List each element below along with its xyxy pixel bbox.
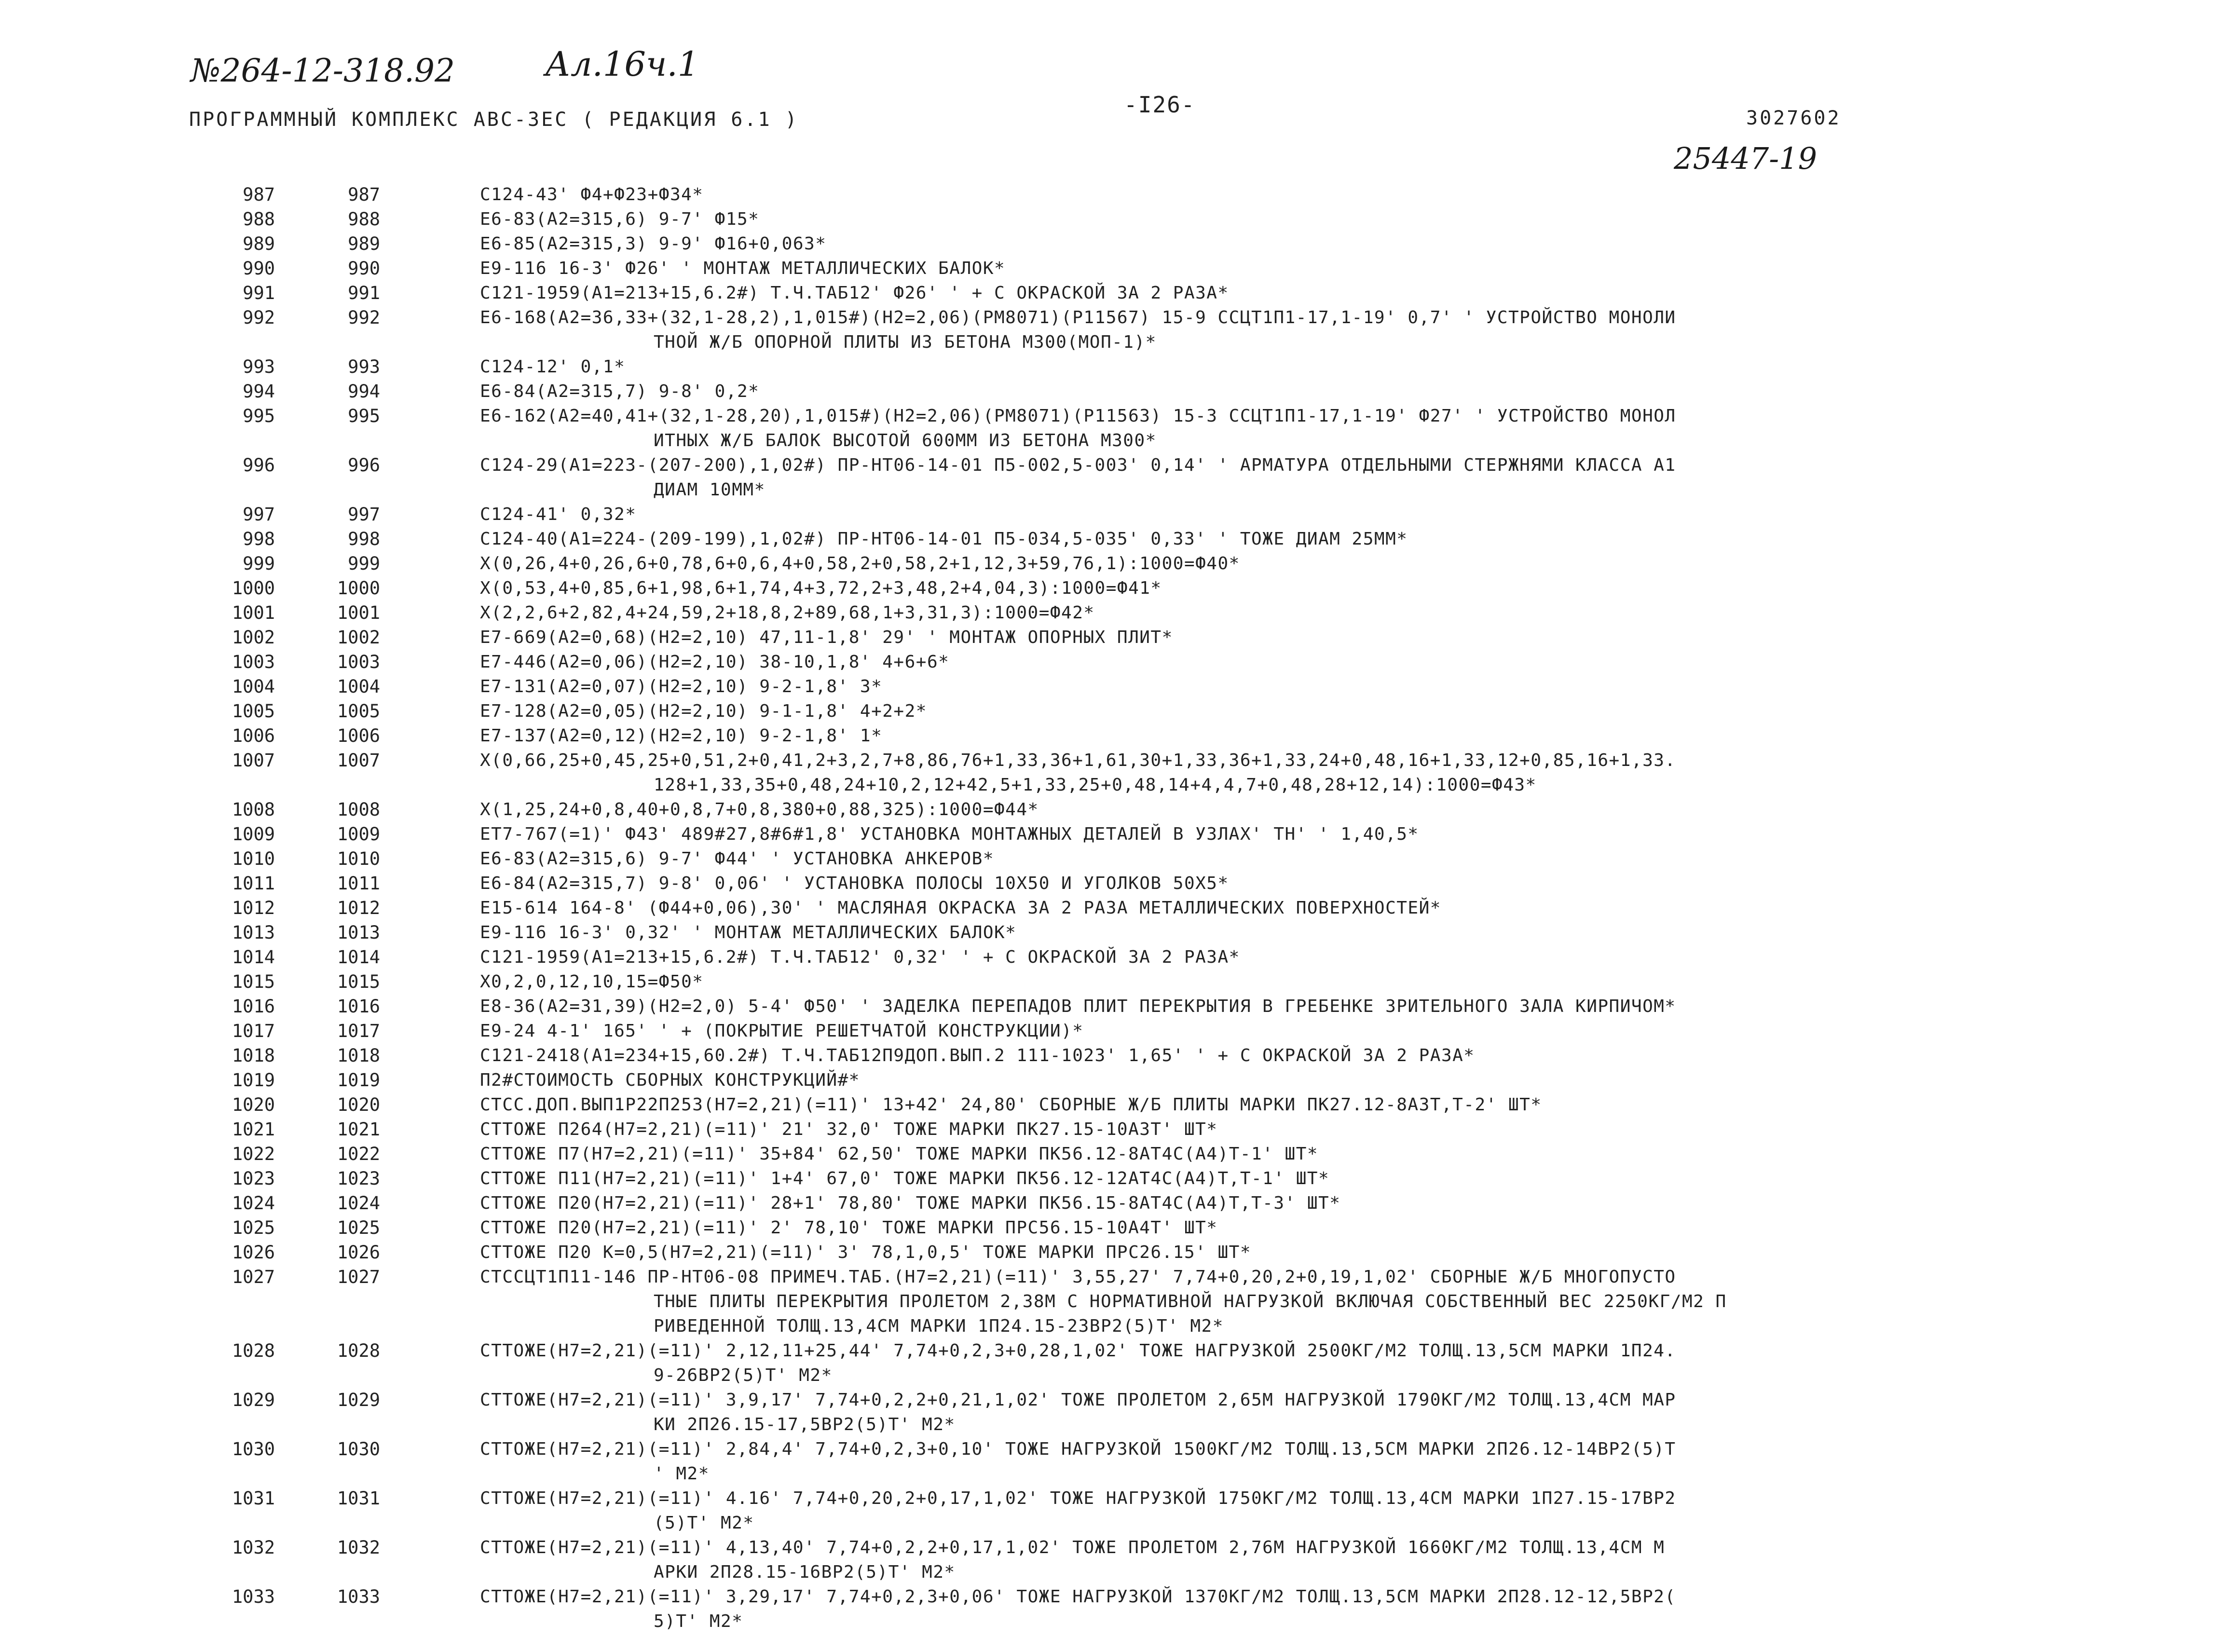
listing-record: [0, 355, 2228, 379]
statement-number: 1019: [337, 1070, 380, 1091]
statement-number: 1008: [337, 799, 380, 820]
listing-record: [0, 305, 2228, 355]
record-line: РИВЕДЕННОЙ ТОЛЩ.13,4СМ МАРКИ 1П24.15-23ВР2(5)Т' М2*: [654, 1316, 1224, 1336]
record-text: [480, 502, 2081, 527]
record-line: СТТОЖЕ(Н7=2,21)(=11)' 4,13,40' 7,74+0,2,2+0,17,1,02' ТОЖЕ ПРОЛЕТОМ 2,76М НАГРУЗКОЙ 1660КГ/М2 ТОЛЩ.13,4СМ М: [480, 1538, 1665, 1557]
record-text: [480, 1092, 2081, 1117]
statement-number: 995: [348, 406, 380, 426]
record-text: [480, 1240, 2081, 1265]
statement-number: 998: [348, 529, 380, 549]
statement-number: 1004: [337, 676, 380, 697]
listing-record: [0, 994, 2228, 1019]
record-text: [480, 1584, 2081, 1634]
listing-record: [0, 748, 2228, 797]
record-line: Е6-83(А2=315,6) 9-7' Ф15*: [480, 209, 760, 229]
record-text: [480, 207, 2081, 232]
record-number: 1003: [232, 652, 275, 672]
record-line: Х0,2,0,12,10,15=Ф50*: [480, 972, 704, 992]
listing-record: [0, 281, 2228, 305]
record-line: СТТОЖЕ П20(Н7=2,21)(=11)' 28+1' 78,80' ТОЖЕ МАРКИ ПК56.15-8АТ4С(А4)Т,Т-3' ШТ*: [480, 1193, 1341, 1213]
record-line: СТТОЖЕ П7(Н7=2,21)(=11)' 35+84' 62,50' ТОЖЕ МАРКИ ПК56.12-8АТ4С(А4)Т-1' ШТ*: [480, 1144, 1319, 1164]
record-text: [480, 822, 2081, 846]
record-text: [480, 404, 2081, 453]
record-line: СТССЦТ1П11-146 ПР-НТ06-08 ПРИМЕЧ.ТАБ.(Н7=2,21)(=11)' 3,55,27' 7,74+0,20,2+0,19,1,02' СБОРНЫЕ Ж/Б МНОГОПУСТО: [480, 1267, 1676, 1287]
record-text: [480, 896, 2081, 920]
statement-number: 1029: [337, 1390, 380, 1410]
record-line: ЕТ7-767(=1)' Ф43' 489#27,8#6#1,8' УСТАНОВКА МОНТАЖНЫХ ДЕТАЛЕЙ В УЗЛАХ' ТН' ' 1,40,5*: [480, 824, 1419, 844]
record-line: Е8-36(А2=31,39)(Н2=2,0) 5-4' Ф50' ' ЗАДЕЛКА ПЕРЕПАДОВ ПЛИТ ПЕРЕКРЫТИЯ В ГРЕБЕНКЕ ЗРИТЕЛЬНОГО ЗАЛА КИРПИЧОМ*: [480, 997, 1676, 1016]
listing-record: [0, 1092, 2228, 1117]
record-text: [480, 1486, 2081, 1535]
record-line: 5)Т' М2*: [654, 1611, 743, 1631]
record-text: [480, 256, 2081, 281]
record-line: Х(2,2,6+2,82,4+24,59,2+18,8,2+89,68,1+3,31,3):1000=Ф42*: [480, 603, 1095, 623]
listing-record: [0, 379, 2228, 404]
statement-number: 1012: [337, 898, 380, 918]
record-number: 992: [243, 307, 275, 328]
record-line: С124-40(А1=224-(209-199),1,02#) ПР-НТ06-14-01 П5-034,5-035' 0,33' ' ТОЖЕ ДИАМ 25ММ*: [480, 529, 1408, 549]
record-line: Е6-162(А2=40,41+(32,1-28,20),1,015#)(Н2=2,06)(РМ8071)(Р11563) 15-3 ССЦТ1П1-17,1-19' Ф27' ' УСТРОЙСТВО МОНОЛ: [480, 406, 1676, 426]
statement-number: 996: [348, 455, 380, 476]
record-number: 990: [243, 258, 275, 279]
statement-number: 1017: [337, 1021, 380, 1041]
statement-number: 989: [348, 233, 380, 254]
statement-number: 1005: [337, 701, 380, 722]
record-text: [480, 1043, 2081, 1068]
record-number: 1009: [232, 824, 275, 845]
record-number: 1013: [232, 922, 275, 943]
listing-record: [0, 527, 2228, 551]
record-line: СТТОЖЕ(Н7=2,21)(=11)' 2,12,11+25,44' 7,74+0,2,3+0,28,1,02' ТОЖЕ НАГРУЗКОЙ 2500КГ/М2 ТОЛЩ.13,5СМ МАРКИ 1П24.: [480, 1341, 1676, 1361]
listing-record: [0, 1584, 2228, 1634]
record-number: 1020: [232, 1094, 275, 1115]
record-line: СТТОЖЕ(Н7=2,21)(=11)' 4.16' 7,74+0,20,2+0,17,1,02' ТОЖЕ НАГРУЗКОЙ 1750КГ/М2 ТОЛЩ.13,4СМ МАРКИ 1П27.15-17ВР2: [480, 1488, 1676, 1508]
record-line: ИТНЫХ Ж/Б БАЛОК ВЫСОТОЙ 600ММ ИЗ БЕТОНА М300*: [654, 431, 1157, 451]
statement-number: 1020: [337, 1094, 380, 1115]
record-text: [480, 871, 2081, 896]
record-line: ' М2*: [654, 1464, 710, 1484]
statement-number: 987: [348, 184, 380, 205]
listing-record: [0, 822, 2228, 846]
record-number: 1026: [232, 1242, 275, 1263]
statement-number: 1027: [337, 1267, 380, 1287]
document-code: 3027602: [1746, 107, 1841, 129]
record-number: 1006: [232, 725, 275, 746]
listing-record: [0, 920, 2228, 945]
record-text: [480, 724, 2081, 748]
record-number: 993: [243, 356, 275, 377]
statement-number: 1013: [337, 922, 380, 943]
record-text: [480, 1535, 2081, 1584]
record-number: 999: [243, 553, 275, 574]
statement-number: 988: [348, 209, 380, 230]
record-text: [480, 1142, 2081, 1166]
statement-number: 1006: [337, 725, 380, 746]
program-listing: [0, 182, 2228, 1634]
record-number: 1024: [232, 1193, 275, 1214]
statement-number: 1030: [337, 1439, 380, 1460]
statement-number: 1011: [337, 873, 380, 894]
record-text: [480, 650, 2081, 674]
listing-record: [0, 1068, 2228, 1092]
statement-number: 990: [348, 258, 380, 279]
listing-record: [0, 969, 2228, 994]
record-line: 128+1,33,35+0,48,24+10,2,12+42,5+1,33,25+0,48,14+4,4,7+0,48,28+12,14):1000=Ф43*: [654, 775, 1537, 795]
record-line: С121-1959(А1=213+15,6.2#) Т.Ч.ТАБ12' 0,32' ' + С ОКРАСКОЙ ЗА 2 РАЗА*: [480, 947, 1240, 967]
record-line: Е7-446(А2=0,06)(Н2=2,10) 38-10,1,8' 4+6+6*: [480, 652, 950, 672]
statement-number: 1015: [337, 971, 380, 992]
record-number: 1001: [232, 602, 275, 623]
record-line: С121-2418(А1=234+15,60.2#) Т.Ч.ТАБ12П9ДОП.ВЫП.2 111-1023' 1,65' ' + С ОКРАСКОЙ ЗА 2 РАЗА*: [480, 1046, 1475, 1065]
record-number: 1021: [232, 1119, 275, 1140]
record-line: Е6-84(А2=315,7) 9-8' 0,06' ' УСТАНОВКА ПОЛОСЫ 10Х50 И УГОЛКОВ 50Х5*: [480, 874, 1229, 893]
record-number: 1015: [232, 971, 275, 992]
listing-record: [0, 1142, 2228, 1166]
record-line: Е6-85(А2=315,3) 9-9' Ф16+0,063*: [480, 234, 827, 254]
statement-number: 1014: [337, 947, 380, 968]
record-line: С124-12' 0,1*: [480, 357, 626, 377]
listing-record: [0, 1043, 2228, 1068]
record-number: 1030: [232, 1439, 275, 1460]
record-line: 9-26ВР2(5)Т' М2*: [654, 1365, 833, 1385]
record-line: КИ 2П26.15-17,5ВР2(5)Т' М2*: [654, 1415, 956, 1434]
statement-number: 1033: [337, 1586, 380, 1607]
record-text: [480, 797, 2081, 822]
record-line: Е7-137(А2=0,12)(Н2=2,10) 9-2-1,8' 1*: [480, 726, 883, 746]
statement-number: 1007: [337, 750, 380, 771]
record-text: [480, 945, 2081, 969]
record-number: 991: [243, 283, 275, 303]
record-number: 1004: [232, 676, 275, 697]
record-number: 998: [243, 529, 275, 549]
record-text: [480, 232, 2081, 256]
listing-record: [0, 797, 2228, 822]
record-text: [480, 1388, 2081, 1437]
record-text: [480, 1166, 2081, 1191]
record-line: СТТОЖЕ П264(Н7=2,21)(=11)' 21' 32,0' ТОЖЕ МАРКИ ПК27.15-10АЗТ' ШТ*: [480, 1120, 1218, 1139]
record-number: 1031: [232, 1488, 275, 1509]
statement-number: 1028: [337, 1340, 380, 1361]
record-text: [480, 1437, 2081, 1486]
record-line: Е6-84(А2=315,7) 9-8' 0,2*: [480, 382, 760, 401]
listing-record: [0, 207, 2228, 232]
record-text: [480, 1019, 2081, 1043]
record-text: [480, 576, 2081, 601]
listing-record: [0, 625, 2228, 650]
handwritten-doc-number: №264-12-318.92: [191, 52, 455, 89]
record-number: 995: [243, 406, 275, 426]
record-number: 1016: [232, 996, 275, 1017]
record-text: [480, 994, 2081, 1019]
statement-number: 1021: [337, 1119, 380, 1140]
statement-number: 1023: [337, 1168, 380, 1189]
record-number: 1027: [232, 1267, 275, 1287]
record-line: Х(1,25,24+0,8,40+0,8,7+0,8,380+0,88,325):1000=Ф44*: [480, 800, 1039, 819]
record-number: 1007: [232, 750, 275, 771]
record-number: 988: [243, 209, 275, 230]
record-text: [480, 305, 2081, 355]
listing-record: [0, 1215, 2228, 1240]
statement-number: 997: [348, 504, 380, 525]
record-text: [480, 601, 2081, 625]
record-line: Е7-131(А2=0,07)(Н2=2,10) 9-2-1,8' 3*: [480, 677, 883, 696]
statement-number: 1010: [337, 848, 380, 869]
record-text: [480, 846, 2081, 871]
record-number: 1005: [232, 701, 275, 722]
program-header: ПРОГРАММНЫЙ КОМПЛЕКС АВС-3ЕС ( РЕДАКЦИЯ 6.1 ): [189, 109, 799, 131]
record-text: [480, 748, 2081, 797]
record-text: [480, 355, 2081, 379]
statement-number: 1022: [337, 1144, 380, 1164]
record-line: Е7-128(А2=0,05)(Н2=2,10) 9-1-1,8' 4+2+2*: [480, 701, 927, 721]
handwritten-album-number: Ал.16ч.1: [545, 44, 699, 84]
record-number: 1033: [232, 1586, 275, 1607]
record-line: ТНОЙ Ж/Б ОПОРНОЙ ПЛИТЫ ИЗ БЕТОНА М300(МОП-1)*: [654, 332, 1157, 352]
record-number: 1014: [232, 947, 275, 968]
record-line: Е6-83(А2=315,6) 9-7' Ф44' ' УСТАНОВКА АНКЕРОВ*: [480, 849, 994, 869]
record-number: 1019: [232, 1070, 275, 1091]
listing-record: [0, 674, 2228, 699]
record-text: [480, 527, 2081, 551]
listing-record: [0, 1437, 2228, 1486]
listing-record: [0, 1535, 2228, 1584]
record-line: С124-41' 0,32*: [480, 505, 637, 524]
record-line: Е7-669(А2=0,68)(Н2=2,10) 47,11-1,8' 29' ' МОНТАЖ ОПОРНЫХ ПЛИТ*: [480, 628, 1173, 647]
listing-record: [0, 650, 2228, 674]
statement-number: 992: [348, 307, 380, 328]
listing-record: [0, 1166, 2228, 1191]
record-text: [480, 969, 2081, 994]
listing-record: [0, 846, 2228, 871]
record-number: 1017: [232, 1021, 275, 1041]
record-text: [480, 182, 2081, 207]
listing-record: [0, 945, 2228, 969]
record-text: [480, 920, 2081, 945]
record-line: С124-43' Ф4+Ф23+Ф34*: [480, 185, 704, 205]
record-number: 1010: [232, 848, 275, 869]
record-number: 1002: [232, 627, 275, 648]
record-line: ТНЫЕ ПЛИТЫ ПЕРЕКРЫТИЯ ПРОЛЕТОМ 2,38М С НОРМАТИВНОЙ НАГРУЗКОЙ ВКЛЮЧАЯ СОБСТВЕННЫЙ ВЕС 2250КГ/М2 П: [654, 1292, 1727, 1311]
record-number: 996: [243, 455, 275, 476]
record-text: [480, 551, 2081, 576]
record-text: [480, 674, 2081, 699]
listing-record: [0, 256, 2228, 281]
record-number: 1018: [232, 1045, 275, 1066]
record-text: [480, 699, 2081, 724]
record-number: 1012: [232, 898, 275, 918]
record-text: [480, 281, 2081, 305]
page-number: -I26-: [1124, 92, 1196, 118]
record-number: 994: [243, 381, 275, 402]
record-line: СТТОЖЕ(Н7=2,21)(=11)' 3,9,17' 7,74+0,2,2+0,21,1,02' ТОЖЕ ПРОЛЕТОМ 2,65М НАГРУЗКОЙ 1790КГ/М2 ТОЛЩ.13,4СМ МАР: [480, 1390, 1676, 1410]
record-text: [480, 1068, 2081, 1092]
record-number: 1008: [232, 799, 275, 820]
statement-number: 999: [348, 553, 380, 574]
listing-record: [0, 1486, 2228, 1535]
listing-record: [0, 871, 2228, 896]
record-line: Е9-116 16-3' Ф26' ' МОНТАЖ МЕТАЛЛИЧЕСКИХ БАЛОК*: [480, 259, 1006, 278]
statement-number: 1009: [337, 824, 380, 845]
listing-record: [0, 1265, 2228, 1338]
record-number: 1022: [232, 1144, 275, 1164]
listing-record: [0, 601, 2228, 625]
listing-record: [0, 232, 2228, 256]
listing-record: [0, 576, 2228, 601]
statement-number: 1025: [337, 1217, 380, 1238]
record-number: 1023: [232, 1168, 275, 1189]
record-line: Х(0,53,4+0,85,6+1,98,6+1,74,4+3,72,2+3,48,2+4,04,3):1000=Ф41*: [480, 578, 1162, 598]
statement-number: 991: [348, 283, 380, 303]
record-line: СТТОЖЕ П11(Н7=2,21)(=11)' 1+4' 67,0' ТОЖЕ МАРКИ ПК56.12-12АТ4С(А4)Т,Т-1' ШТ*: [480, 1169, 1330, 1188]
statement-number: 1016: [337, 996, 380, 1017]
statement-number: 1003: [337, 652, 380, 672]
statement-number: 1031: [337, 1488, 380, 1509]
record-number: 1032: [232, 1537, 275, 1558]
listing-record: [0, 1240, 2228, 1265]
record-line: СТТОЖЕ(Н7=2,21)(=11)' 2,84,4' 7,74+0,2,3+0,10' ТОЖЕ НАГРУЗКОЙ 1500КГ/М2 ТОЛЩ.13,5СМ МАРКИ 2П26.12-14ВР2(5)Т: [480, 1439, 1676, 1459]
record-text: [480, 1338, 2081, 1388]
record-number: 987: [243, 184, 275, 205]
listing-record: [0, 1338, 2228, 1388]
statement-number: 1001: [337, 602, 380, 623]
statement-number: 1018: [337, 1045, 380, 1066]
statement-number: 1026: [337, 1242, 380, 1263]
record-line: Е6-168(А2=36,33+(32,1-28,2),1,015#)(Н2=2,06)(РМ8071)(Р11567) 15-9 ССЦТ1П1-17,1-19' 0,7' ' УСТРОЙСТВО МОНОЛИ: [480, 308, 1676, 328]
record-line: (5)Т' М2*: [654, 1513, 754, 1533]
listing-record: [0, 1117, 2228, 1142]
record-text: [480, 1191, 2081, 1215]
listing-record: [0, 896, 2228, 920]
statement-number: 994: [348, 381, 380, 402]
record-text: [480, 1215, 2081, 1240]
record-text: [480, 1265, 2081, 1338]
listing-record: [0, 1019, 2228, 1043]
listing-record: [0, 1191, 2228, 1215]
listing-record: [0, 724, 2228, 748]
record-text: [480, 625, 2081, 650]
record-text: [480, 1117, 2081, 1142]
record-line: СТСС.ДОП.ВЫП1Р22П253(Н7=2,21)(=11)' 13+42' 24,80' СБОРНЫЕ Ж/Б ПЛИТЫ МАРКИ ПК27.12-8АЗТ,Т-2' ШТ*: [480, 1095, 1542, 1115]
record-text: [480, 379, 2081, 404]
statement-number: 1002: [337, 627, 380, 648]
record-number: 989: [243, 233, 275, 254]
record-line: С124-29(А1=223-(207-200),1,02#) ПР-НТ06-14-01 П5-002,5-003' 0,14' ' АРМАТУРА ОТДЕЛЬНЫМИ СТЕРЖНЯМИ КЛАССА А1: [480, 455, 1676, 475]
record-number: 1011: [232, 873, 275, 894]
record-line: Е9-24 4-1' 165' ' + (ПОКРЫТИЕ РЕШЕТЧАТОЙ КОНСТРУКЦИИ)*: [480, 1021, 1084, 1041]
record-line: СТТОЖЕ П20 К=0,5(Н7=2,21)(=11)' 3' 78,1,0,5' ТОЖЕ МАРКИ ПРС26.15' ШТ*: [480, 1242, 1251, 1262]
record-number: 997: [243, 504, 275, 525]
record-text: [480, 453, 2081, 502]
record-number: 1029: [232, 1390, 275, 1410]
statement-number: 993: [348, 356, 380, 377]
record-line: АРКИ 2П28.15-16ВР2(5)Т' М2*: [654, 1562, 956, 1582]
handwritten-inventory-number: 25447-19: [1674, 141, 1818, 176]
listing-record: [0, 1388, 2228, 1437]
record-line: Е9-116 16-3' 0,32' ' МОНТАЖ МЕТАЛЛИЧЕСКИХ БАЛОК*: [480, 923, 1017, 942]
record-number: 1000: [232, 578, 275, 599]
listing-record: [0, 182, 2228, 207]
statement-number: 1024: [337, 1193, 380, 1214]
record-line: С121-1959(А1=213+15,6.2#) Т.Ч.ТАБ12' Ф26' ' + С ОКРАСКОЙ ЗА 2 РАЗА*: [480, 283, 1229, 303]
listing-record: [0, 551, 2228, 576]
record-line: СТТОЖЕ(Н7=2,21)(=11)' 3,29,17' 7,74+0,2,3+0,06' ТОЖЕ НАГРУЗКОЙ 1370КГ/М2 ТОЛЩ.13,5СМ МАРКИ 2П28.12-12,5ВР2(: [480, 1587, 1676, 1607]
record-line: Х(0,66,25+0,45,25+0,51,2+0,41,2+3,2,7+8,86,76+1,33,36+1,61,30+1,33,36+1,33,24+0,48,16+1,33,12+0,85,16+1,33.: [480, 751, 1676, 770]
listing-record: [0, 453, 2228, 502]
listing-record: [0, 404, 2228, 453]
record-line: Е15-614 164-8' (Ф44+0,06),30' ' МАСЛЯНАЯ ОКРАСКА ЗА 2 РАЗА МЕТАЛЛИЧЕСКИХ ПОВЕРХНОСТЕЙ*: [480, 898, 1441, 918]
record-line: Х(0,26,4+0,26,6+0,78,6+0,6,4+0,58,2+0,58,2+1,12,3+59,76,1):1000=Ф40*: [480, 554, 1240, 573]
listing-record: [0, 699, 2228, 724]
statement-number: 1032: [337, 1537, 380, 1558]
listing-record: [0, 502, 2228, 527]
record-line: П2#СТОИМОСТЬ СБОРНЫХ КОНСТРУКЦИЙ#*: [480, 1070, 860, 1090]
record-line: СТТОЖЕ П20(Н7=2,21)(=11)' 2' 78,10' ТОЖЕ МАРКИ ПРС56.15-10А4Т' ШТ*: [480, 1218, 1218, 1238]
statement-number: 1000: [337, 578, 380, 599]
record-number: 1028: [232, 1340, 275, 1361]
record-line: ДИАМ 10ММ*: [654, 480, 765, 500]
record-number: 1025: [232, 1217, 275, 1238]
